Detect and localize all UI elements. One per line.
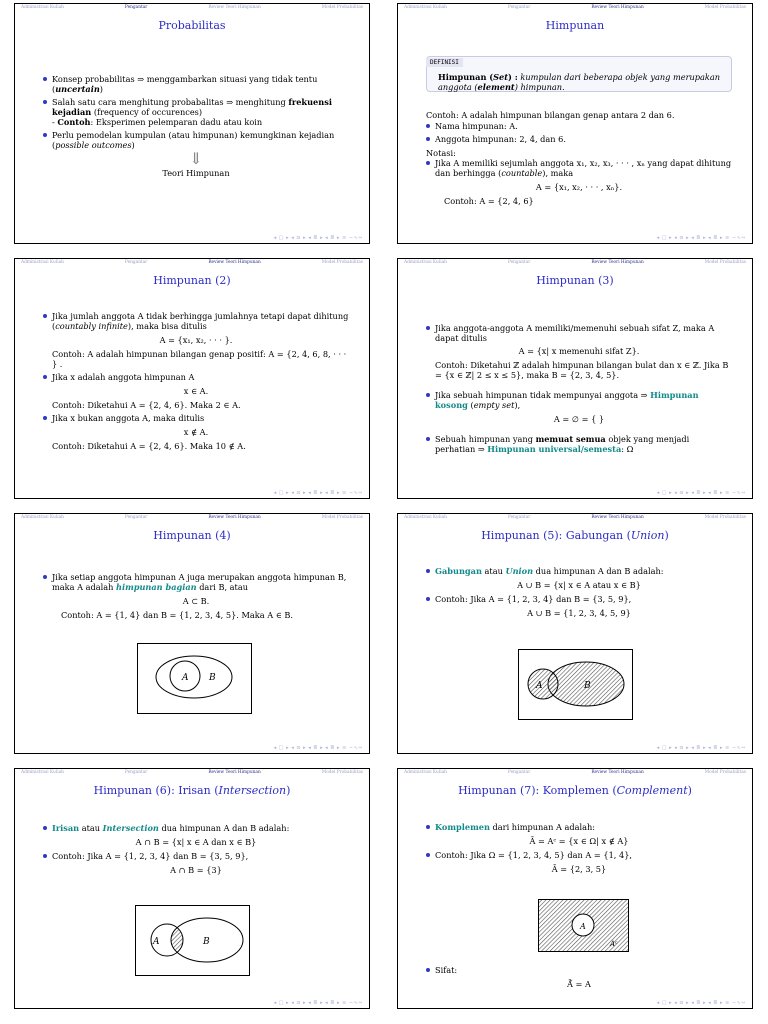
universe-rect — [138, 644, 252, 714]
slide-himpunan-4 — [14, 513, 370, 754]
nav-pengantar[interactable]: Pengantar — [124, 260, 148, 265]
nav-administrasi[interactable]: Administrasi Kuliah — [21, 770, 64, 775]
nav-administrasi[interactable]: Administrasi Kuliah — [21, 515, 64, 520]
slide-title: Himpunan (2) — [153, 274, 231, 287]
bullet: Sifat: — [426, 965, 732, 975]
definition-text: Himpunan (Set) : kumpulan dari beberapa objek yang merupakan anggota (element) himpunan. — [438, 72, 720, 92]
slide-himpunan-3 — [397, 258, 753, 499]
slide-title: Himpunan (7): Komplemen (Complement) — [458, 784, 692, 797]
nav-administrasi[interactable]: Administrasi Kuliah — [404, 770, 447, 775]
slide-header-nav — [15, 514, 369, 523]
set-b-ellipse — [156, 656, 232, 698]
beamer-nav-controls[interactable]: ◂ □ ▸ ◂ ⊡ ▸ ◂ ≣ ▸ ◂ ≣ ▸ ≡ ∽∿∾ — [656, 235, 746, 241]
conclusion-text: Teori Himpunan — [162, 168, 230, 178]
slide-himpunan-5-union — [397, 513, 753, 754]
nav-pengantar[interactable]: Pengantar — [507, 260, 531, 265]
nav-model[interactable]: Model Probabilitas — [704, 260, 746, 265]
label-a: A — [182, 673, 189, 683]
beamer-nav-controls[interactable]: ◂ □ ▸ ◂ ⊡ ▸ ◂ ≣ ▸ ◂ ≣ ▸ ≡ ∽∿∾ — [273, 745, 363, 751]
nav-model[interactable]: Model Probabilitas — [321, 515, 363, 520]
nav-review[interactable]: Review Teori Himpunan — [208, 5, 261, 10]
slide-body — [426, 323, 732, 457]
venn-intersection-diagram — [135, 905, 251, 977]
nav-administrasi[interactable]: Administrasi Kuliah — [404, 260, 447, 265]
beamer-nav-controls[interactable]: ◂ □ ▸ ◂ ⊡ ▸ ◂ ≣ ▸ ◂ ≣ ▸ ≡ ∽∿∾ — [273, 490, 363, 496]
bullet: Nama himpunan: A. — [426, 121, 732, 131]
beamer-nav-controls[interactable]: ◂ □ ▸ ◂ ⊡ ▸ ◂ ≣ ▸ ◂ ≣ ▸ ≡ ∽∿∾ — [656, 490, 746, 496]
beamer-nav-controls[interactable]: ◂ □ ▸ ◂ ⊡ ▸ ◂ ≣ ▸ ◂ ≣ ▸ ≡ ∽∿∾ — [656, 745, 746, 751]
slide-body-sifat — [426, 965, 732, 993]
slide-body — [426, 110, 732, 206]
nav-model[interactable]: Model Probabilitas — [704, 5, 746, 10]
label-b: B — [203, 937, 210, 947]
slide-header-nav — [15, 769, 369, 778]
slide-body — [426, 566, 732, 622]
nav-model[interactable]: Model Probabilitas — [321, 5, 363, 10]
equation: A ∩ B = {3} — [170, 865, 222, 875]
slide-himpunan-6-intersection — [14, 768, 370, 1009]
beamer-nav-controls[interactable]: ◂ □ ▸ ◂ ⊡ ▸ ◂ ≣ ▸ ◂ ≣ ▸ ≡ ∽∿∾ — [273, 235, 363, 241]
bullet: Irisan atau Intersection dua himpunan A dan B adalah: — [43, 823, 349, 833]
nav-pengantar[interactable]: Pengantar — [507, 5, 531, 10]
equation: A ⊂ B. — [182, 596, 210, 606]
slide-title: Himpunan (6): Irisan (Intersection) — [93, 784, 291, 797]
set-a-circle — [528, 669, 558, 699]
slide-title: Himpunan (4) — [153, 529, 231, 542]
slide-body — [43, 311, 349, 451]
nav-review[interactable]: Review Teori Himpunan — [208, 515, 261, 520]
bullet: Contoh: Jika Ω = {1, 2, 3, 4, 5} dan A = {1, 4}, — [426, 850, 732, 860]
notasi-label: Notasi: — [426, 148, 456, 158]
beamer-nav-controls[interactable]: ◂ □ ▸ ◂ ⊡ ▸ ◂ ≣ ▸ ◂ ≣ ▸ ≡ ∽∿∾ — [273, 1000, 363, 1006]
nav-administrasi[interactable]: Administrasi Kuliah — [21, 5, 64, 10]
bullet: Salah satu cara menghitung probabalitas ⇒ menghitung frekuensi kejadian (frequency of occurences) - Contoh: Eksperimen pelemparan dadu atau koin — [43, 97, 349, 127]
equation: A = {x₁, x₂, · · · , xₙ}. — [535, 182, 623, 192]
nav-model[interactable]: Model Probabilitas — [704, 770, 746, 775]
beamer-nav-controls[interactable]: ◂ □ ▸ ◂ ⊡ ▸ ◂ ≣ ▸ ◂ ≣ ▸ ≡ ∽∿∾ — [656, 1000, 746, 1006]
nav-review[interactable]: Review Teori Himpunan — [591, 770, 644, 775]
slide-probabilitas — [14, 3, 370, 244]
equation: x ∉ A. — [183, 427, 209, 437]
example-text: Contoh: Diketahui A = {2, 4, 6}. Maka 10 ∉ A. — [52, 441, 246, 451]
nav-review[interactable]: Review Teori Himpunan — [208, 770, 261, 775]
slide-body — [426, 822, 732, 878]
equation: A = ∅ = { } — [553, 414, 605, 424]
equation: A = {x₁, x₂, · · · }. — [159, 335, 233, 345]
slide-himpunan-2 — [14, 258, 370, 499]
bullet: Jika x bukan anggota A, maka ditulis — [43, 413, 349, 423]
bullet: Gabungan atau Union dua himpunan A dan B adalah: — [426, 566, 732, 576]
nav-pengantar[interactable]: Pengantar — [124, 5, 148, 10]
label-b: B — [584, 681, 591, 691]
down-arrow-icon: ⇓ — [189, 149, 203, 168]
nav-review[interactable]: Review Teori Himpunan — [591, 515, 644, 520]
label-a-complement: Aᶜ — [610, 940, 618, 948]
bullet: Komplemen dari himpunan A adalah: — [426, 822, 732, 832]
equation: x ∈ A. — [183, 386, 209, 396]
slide-title: Probabilitas — [158, 19, 226, 32]
equation: A ∩ B = {x| x ∈ A dan x ∈ B} — [135, 837, 257, 847]
example-text: Contoh: Diketahui ℤ adalah himpunan bilangan bulat dan x ∈ ℤ. Jika B = {x ∈ ℤ| 2 ≤ x ≤ 5}, maka B = {2, 3, 4, 5}. — [435, 360, 729, 380]
equation: Ā̄ = A — [567, 979, 591, 989]
nav-pengantar[interactable]: Pengantar — [124, 770, 148, 775]
nav-administrasi[interactable]: Administrasi Kuliah — [404, 515, 447, 520]
example-text: Contoh: A = {2, 4, 6} — [444, 196, 534, 206]
slide-header-nav — [398, 259, 752, 268]
bullet: Jika sebuah himpunan tidak mempunyai anggota ⇒ Himpunan kosong (empty set), — [426, 390, 732, 410]
equation: A ∪ B = {1, 2, 3, 4, 5, 9} — [527, 608, 631, 618]
equation: Ā = Aᶜ = {x ∈ Ω| x ∉ A} — [529, 836, 629, 846]
bullet: Jika jumlah anggota A tidak berhingga jumlahnya tetapi dapat dihitung (countably infinite), maka bisa ditulis — [43, 311, 349, 331]
bullet: Sebuah himpunan yang memuat semua objek yang menjadi perhatian ⇒ Himpunan universal/semesta: Ω — [426, 434, 732, 454]
nav-review[interactable]: Review Teori Himpunan — [208, 260, 261, 265]
slide-header-nav — [15, 4, 369, 13]
slide-title: Himpunan (3) — [536, 274, 614, 287]
example-text: Contoh: A adalah himpunan bilangan genap positif: A = {2, 4, 6, 8, · · · } . — [52, 349, 347, 369]
slide-body — [43, 74, 349, 182]
venn-union-diagram — [518, 649, 634, 721]
nav-pengantar[interactable]: Pengantar — [124, 515, 148, 520]
bullet: Contoh: Jika A = {1, 2, 3, 4} dan B = {3, 5, 9}, — [426, 594, 732, 604]
bullet: Anggota himpunan: 2, 4, dan 6. — [426, 134, 732, 144]
slide-title: Himpunan (5): Gabungan (Union) — [481, 529, 669, 542]
slide-header-nav — [15, 259, 369, 268]
bullet: Jika x adalah anggota himpunan A — [43, 372, 349, 382]
venn-complement-diagram — [538, 899, 630, 953]
nav-review[interactable]: Review Teori Himpunan — [591, 260, 644, 265]
slide-header-nav — [398, 769, 752, 778]
equation: Ā = {2, 3, 5} — [551, 864, 607, 874]
label-b: B — [209, 673, 216, 683]
slide-title: Himpunan — [545, 19, 605, 32]
example-text: Contoh: A adalah himpunan bilangan genap antara 2 dan 6. — [426, 110, 675, 120]
definition-label: DEFINISI — [426, 58, 463, 67]
slide-body — [43, 572, 349, 620]
bullet: Konsep probabilitas ⇒ menggambarkan situasi yang tidak tentu (uncertain) — [43, 74, 349, 94]
example-text: Contoh: Diketahui A = {2, 4, 6}. Maka 2 ∈ A. — [52, 400, 241, 410]
slide-body — [43, 823, 349, 879]
bullet: Jika anggota-anggota A memiliki/memenuhi sebuah sifat Z, maka A dapat ditulis — [426, 323, 732, 343]
equation: A = {x| x memenuhi sifat Z}. — [518, 346, 640, 356]
nav-model[interactable]: Model Probabilitas — [321, 260, 363, 265]
slide-header-nav — [398, 4, 752, 13]
bullet: Contoh: Jika A = {1, 2, 3, 4} dan B = {3, 5, 9}, — [43, 851, 349, 861]
venn-subset-diagram — [137, 643, 253, 715]
label-a: A — [153, 937, 160, 947]
example-text: Contoh: A = {1, 4} dan B = {1, 2, 3, 4, 5}. Maka A ∈ B. — [61, 610, 294, 620]
nav-model[interactable]: Model Probabilitas — [321, 770, 363, 775]
slide-header-nav — [398, 514, 752, 523]
nav-pengantar[interactable]: Pengantar — [507, 515, 531, 520]
equation: A ∪ B = {x| x ∈ A atau x ∈ B} — [517, 580, 641, 590]
nav-review[interactable]: Review Teori Himpunan — [591, 5, 644, 10]
nav-administrasi[interactable]: Administrasi Kuliah — [21, 260, 64, 265]
slide-himpunan — [397, 3, 753, 244]
bullet: Perlu pemodelan kumpulan (atau himpunan) kemungkinan kejadian (possible outcomes) — [43, 130, 349, 150]
label-a: A — [580, 922, 586, 931]
nav-pengantar[interactable]: Pengantar — [507, 770, 531, 775]
slide-himpunan-7-complement — [397, 768, 753, 1009]
label-a: A — [536, 681, 543, 691]
nav-model[interactable]: Model Probabilitas — [704, 515, 746, 520]
bullet: Jika setiap anggota himpunan A juga merupakan anggota himpunan B, maka A adalah himpunan bagian dari B, atau — [43, 572, 349, 592]
bullet: Jika A memiliki sejumlah anggota x₁, x₂, x₃, · · · , xₙ yang dapat dihitung dan berhingga (countable), maka — [426, 158, 732, 178]
nav-administrasi[interactable]: Administrasi Kuliah — [404, 5, 447, 10]
